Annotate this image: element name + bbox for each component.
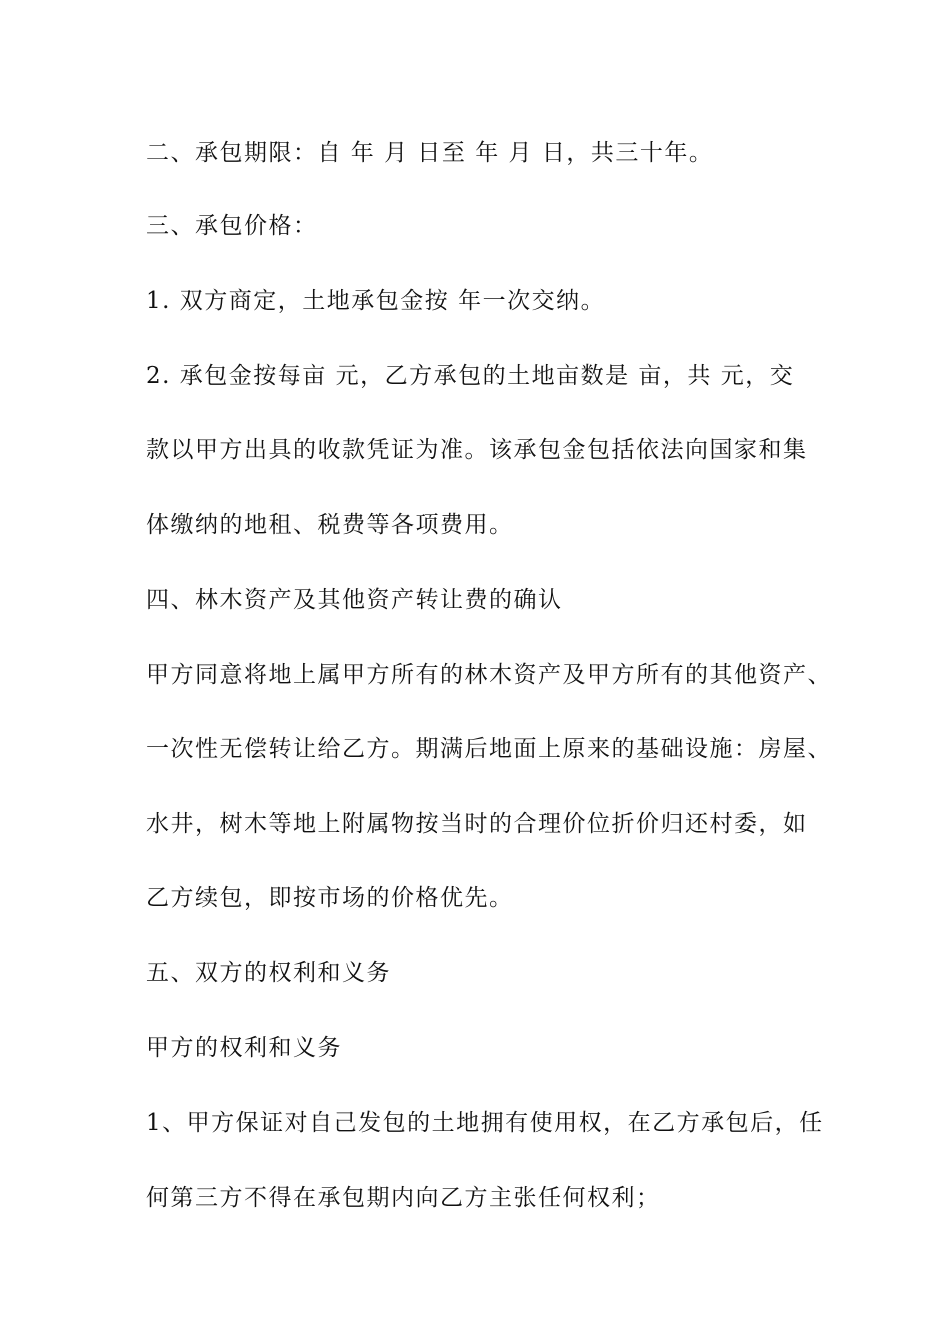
price-heading: 三、承包价格：	[146, 213, 318, 239]
assets-paragraph-line-1: 甲方同意将地上属甲方所有的林木资产及甲方所有的其他资产、	[146, 662, 832, 688]
clause-2-line-3: 体缴纳的地租、税费等各项费用。	[146, 512, 514, 538]
party-a-clause-1-line-1: 1、甲方保证对自己发包的土地拥有使用权，在乙方承包后，任	[146, 1110, 824, 1136]
clause-2-line-1: 2. 承包金按每亩 元，乙方承包的土地亩数是 亩，共 元，交	[146, 363, 795, 389]
rights-heading: 五、双方的权利和义务	[146, 960, 391, 986]
party-a-subheading: 甲方的权利和义务	[146, 1035, 342, 1061]
assets-paragraph-line-4: 乙方续包，即按市场的价格优先。	[146, 885, 514, 911]
term-period-line: 二、承包期限：自 年 月 日至 年 月 日，共三十年。	[146, 140, 714, 166]
clause-1-payment: 1. 双方商定，土地承包金按 年一次交纳。	[146, 288, 606, 314]
assets-paragraph-line-2: 一次性无偿转让给乙方。期满后地面上原来的基础设施：房屋、	[146, 736, 832, 762]
assets-paragraph-line-3: 水井，树木等地上附属物按当时的合理价位折价归还村委，如	[146, 811, 808, 837]
clause-2-line-2: 款以甲方出具的收款凭证为准。该承包金包括依法向国家和集	[146, 437, 808, 463]
assets-heading: 四、林木资产及其他资产转让费的确认	[146, 587, 563, 613]
party-a-clause-1-line-2: 何第三方不得在承包期内向乙方主张任何权利；	[146, 1185, 661, 1211]
